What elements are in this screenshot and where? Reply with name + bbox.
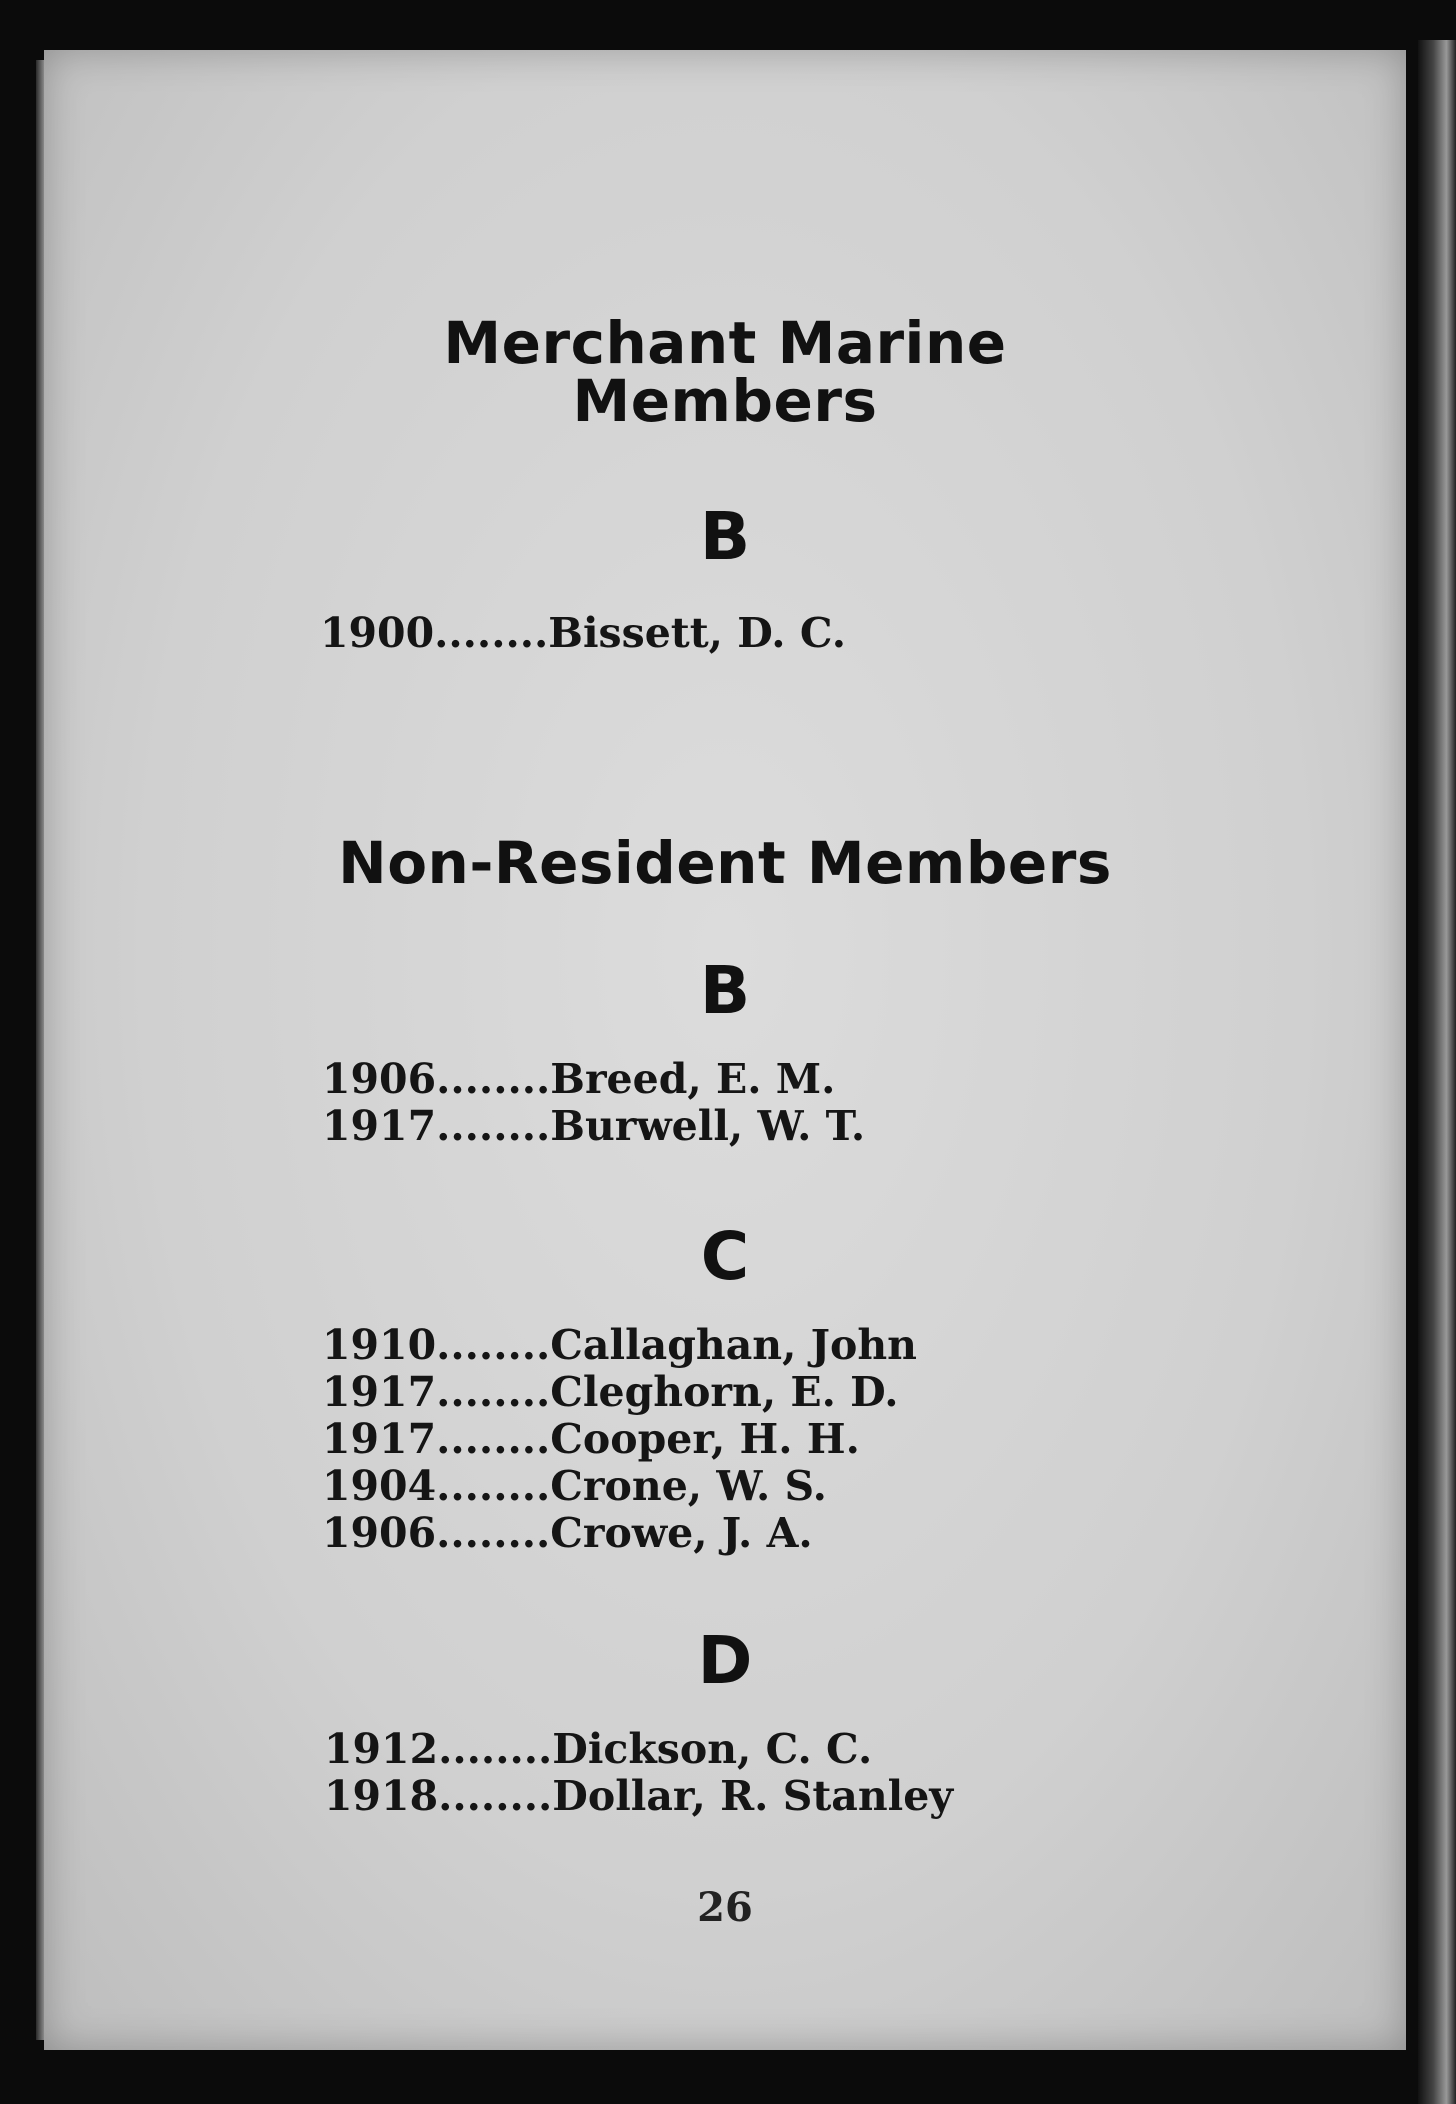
group-letter-c: C	[700, 1218, 750, 1295]
member-list	[320, 610, 846, 657]
member-entry: 1917........Cleghorn, E. D.	[322, 1368, 899, 1416]
section-title-non-resident: Non-Resident Members	[338, 829, 1112, 897]
group-letter-b: B	[699, 498, 751, 575]
section-title-merchant-marine-line2: Members	[572, 367, 878, 435]
member-list	[324, 1726, 953, 1820]
member-list	[322, 1056, 865, 1150]
member-entry: 1900........Bissett, D. C.	[320, 609, 847, 657]
page-edge-right	[1418, 40, 1456, 2104]
member-entry: 1906........Breed, E. M.	[322, 1055, 836, 1103]
page-number: 26	[697, 1884, 753, 1931]
member-entry: 1906........Crowe, J. A.	[322, 1509, 813, 1557]
member-entry: 1917........Burwell, W. T.	[322, 1102, 866, 1150]
member-entry: 1912........Dickson, C. C.	[324, 1725, 873, 1773]
member-entry: 1910........Callaghan, John	[322, 1321, 917, 1369]
group-letter-b: B	[699, 952, 751, 1029]
document-page	[44, 50, 1406, 2050]
member-entry: 1904........Crone, W. S.	[322, 1462, 827, 1510]
section-title-merchant-marine: Merchant Marine	[443, 309, 1007, 377]
member-list	[322, 1322, 917, 1557]
member-entry: 1917........Cooper, H. H.	[322, 1415, 860, 1463]
group-letter-d: D	[697, 1622, 753, 1699]
member-entry: 1918........Dollar, R. Stanley	[324, 1772, 954, 1820]
